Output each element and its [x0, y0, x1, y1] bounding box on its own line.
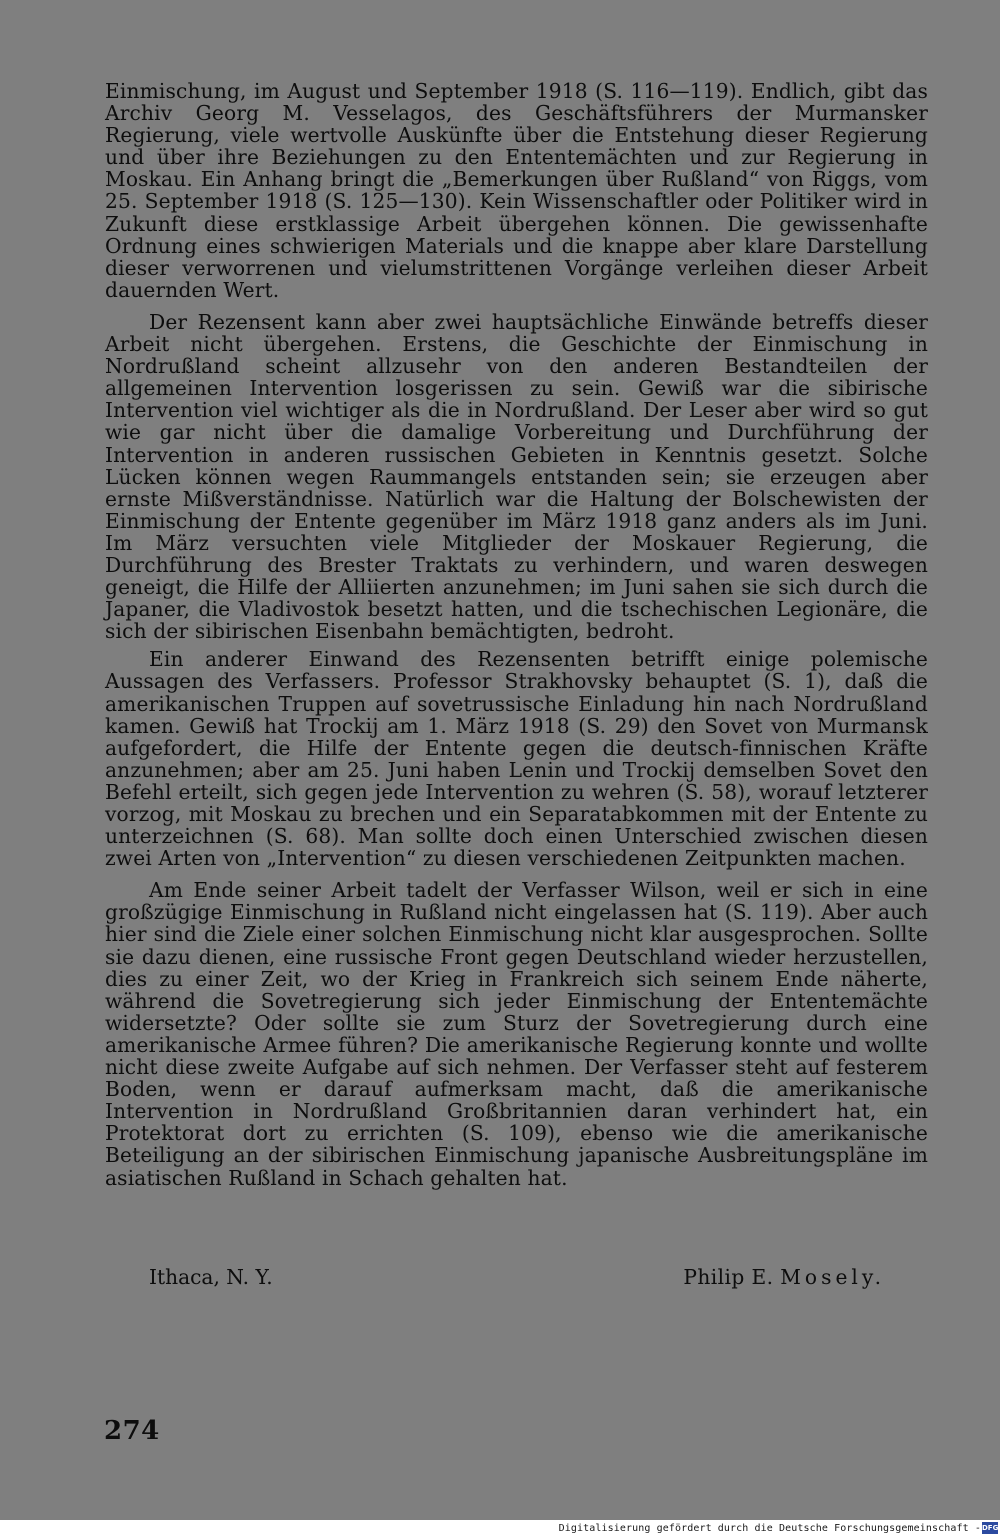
paragraph-objections: Der Rezensent kann aber zwei hauptsächliche Einwände betreffs dieser Arbeit nicht übergehen. Erstens, die Geschichte der Einmischung in Nordrußland scheint allzusehr von den anderen Bestandteilen der allgemeinen Intervention losgerissen zu sein. Gewiß war die sibirische Intervention viel wichtiger als die in Nordrußland. Der Leser aber wird so gut wie gar nicht über die damalige Vorbereitung und Durchführung der Intervention in anderen russischen Gebieten in Kenntnis gesetzt. Solche Lücken können wegen Raummangels entstanden sein; sie erzeugen aber ernste Mißverständnisse. Natürlich war die Haltung der Bolschewisten der Einmischung der Entente gegenüber im März 1918 ganz anders als im Juni. Im März versuchten viele Mitglieder der Moskauer Regierung, die Durchführung des Brester Traktats zu verhindern, und waren deswegen geneigt, die Hilfe der Alliierten anzunehmen; im Juni sahen sie sich durch die Japaner, die Vladivostok besetzt hatten, und die tschechischen Legionäre, die sich der sibirischen Eisenbahn bemächtigten, bedroht.	[105, 309, 928, 644]
page-number: 274	[104, 1416, 160, 1446]
footer-credit: Digitalisierung gefördert durch die Deutsche Forschungsgemeinschaft -	[558, 1523, 981, 1534]
dfg-logo-icon: DFG	[982, 1524, 999, 1532]
signature-place: Ithaca, N. Y.	[149, 1265, 273, 1289]
paragraph-continuation: Einmischung, im August und September 1918 (S. 116—119). Endlich, gibt das Archiv Georg M. Vesselagos, des Geschäftsführers der Murmansker Regierung, viele wertvolle Auskünfte über die Entstehung dieser Regierung und über ihre Beziehungen zu den Ententemächten und zur Regierung in Moskau. Ein Anhang bringt die „Bemerkungen über Rußland“ von Riggs, vom 25. September 1918 (S. 125—130). Kein Wissenschaftler oder Politiker wird in Zukunft diese erstklassige Arbeit übergehen können. Die gewissenhafte Ordnung eines schwierigen Materials und die knappe aber klare Darstellung dieser verworrenen und vielumstrittenen Vorgänge verleihen dieser Arbeit dauernden Wert.	[105, 79, 928, 302]
paragraph-conclusion: Am Ende seiner Arbeit tadelt der Verfasser Wilson, weil er sich in eine großzügige Einmischung in Rußland nicht eingelassen hat (S. 119). Aber auch hier sind die Ziele einer solchen Einmischung nicht klar ausgesprochen. Sollte sie dazu dienen, eine russische Front gegen Deutschland wieder herzustellen, dies zu einer Zeit, wo der Krieg in Frankreich sich seinem Ende näherte, während die Sovetregierung sich jeder Einmischung der Ententemächte widersetzte? Oder sollte sie zum Sturz der Sovetregierung durch eine amerikanische Armee führen? Die amerikanische Regierung konnte und wollte nicht diese zweite Aufgabe auf sich nehmen. Der Verfasser steht auf festerem Boden, wenn er darauf aufmerksam macht, daß die amerikanische Intervention in Nordrußland Großbritannien daran verhindert hat, ein Protektorat dort zu errichten (S. 109), ebenso wie die amerikanische Beteiligung an der sibirischen Einmischung japanische Ausbreitungspläne im asiatischen Rußland in Schach gehalten hat.	[105, 878, 928, 1190]
signature-author	[683, 1264, 885, 1290]
signature-line	[149, 1264, 885, 1290]
paragraph-polemics: Ein anderer Einwand des Rezensenten betrifft einige polemische Aussagen des Verfassers. Professor Strakhovsky behauptet (S. 1), daß die amerikanischen Truppen auf sovetrussische Einladung hin nach Nordrußland kamen. Gewiß hat Trockij am 1. März 1918 (S. 29) den Sovet von Murmansk aufgefordert, die Hilfe der Entente gegen die deutsch-finnischen Kräfte anzunehmen; aber am 25. Juni haben Lenin und Trockij demselben Sovet den Befehl erteilt, sich gegen jede Intervention zu wehren (S. 58), worauf letzterer vorzog, mit Moskau zu brechen und ein Separatabkommen mit der Entente zu unterzeichnen (S. 68). Man sollte doch einen Unterschied zwischen diesen zwei Arten von „Intervention“ zu diesen verschiedenen Zeitpunkten machen.	[105, 647, 928, 871]
digitization-footer	[0, 1520, 1000, 1538]
review-text	[105, 80, 928, 1189]
author-surname: Mosely.	[780, 1265, 885, 1289]
author-given-name: Philip E.	[683, 1265, 774, 1289]
